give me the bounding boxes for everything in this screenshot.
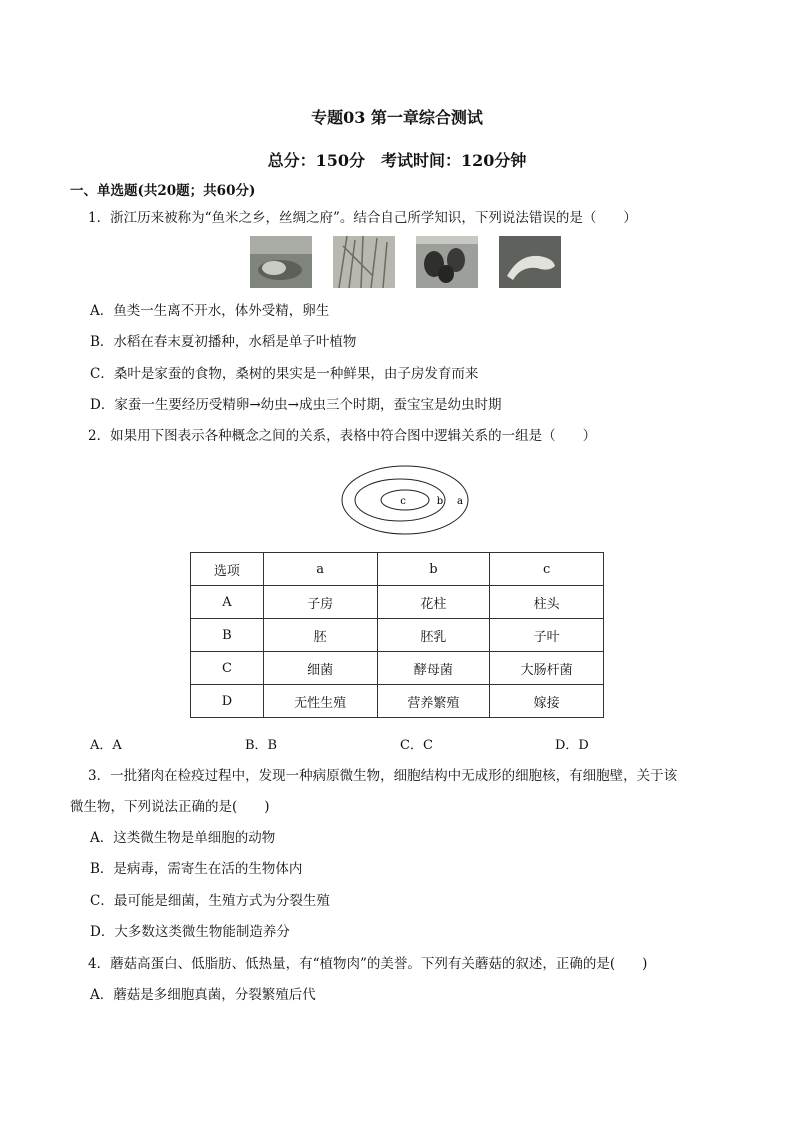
table-cell: B bbox=[191, 619, 264, 652]
question-3-stem-line-1: 3．一批猪肉在检疫过程中，发现一种病原微生物，细胞结构中无成形的细胞核，有细胞壁，关于该 bbox=[88, 768, 678, 784]
table-header-cell: a bbox=[263, 553, 377, 586]
table-cell: 大肠杆菌 bbox=[490, 652, 604, 685]
question-3-option-b: B．是病毒，需寄生在活的生物体内 bbox=[90, 861, 303, 877]
question-2-option-b: B．B bbox=[245, 738, 278, 753]
question-4-option-a: A．蘑菇是多细胞真菌，分裂繁殖后代 bbox=[90, 987, 316, 1003]
question-3-option-d: D．大多数这类微生物能制造养分 bbox=[90, 924, 290, 940]
table-cell: 营养繁殖 bbox=[377, 685, 490, 718]
question-2-option-d: D．D bbox=[555, 738, 589, 753]
table-cell: C bbox=[191, 652, 264, 685]
table-row bbox=[191, 685, 604, 718]
table-cell: D bbox=[191, 685, 264, 718]
diagram-label-a: a bbox=[457, 496, 463, 507]
table-header-cell: 选项 bbox=[191, 553, 264, 586]
diagram-label-b: b bbox=[436, 496, 444, 507]
table-cell: 嫁接 bbox=[490, 685, 604, 718]
table-header-row bbox=[191, 553, 604, 586]
table-row bbox=[191, 586, 604, 619]
table-cell: 柱头 bbox=[490, 586, 604, 619]
table-header-cell: b bbox=[377, 553, 490, 586]
question-4-stem: 4．蘑菇高蛋白、低脂肪、低热量，有“植物肉”的美誉。下列有关蘑菇的叙述，正确的是( ) bbox=[88, 956, 648, 972]
table-cell: 无性生殖 bbox=[263, 685, 377, 718]
page-subtitle: 总分：150分 考试时间：120分钟 bbox=[267, 151, 527, 170]
question-3-option-c: C．最可能是细菌，生殖方式为分裂生殖 bbox=[90, 893, 330, 909]
question-1-option-b: B．水稻在春末夏初播种，水稻是单子叶植物 bbox=[90, 334, 357, 350]
table-row bbox=[191, 619, 604, 652]
question-2-table bbox=[190, 552, 604, 718]
table-cell: 子房 bbox=[263, 586, 377, 619]
question-2-option-a: A．A bbox=[90, 738, 122, 753]
table-cell: 胚 bbox=[263, 619, 377, 652]
question-3-stem-line-2: 微生物，下列说法正确的是( ) bbox=[70, 799, 270, 815]
table-cell: 子叶 bbox=[490, 619, 604, 652]
table-header-cell: c bbox=[490, 553, 604, 586]
table-cell: 酵母菌 bbox=[377, 652, 490, 685]
mulberry-photo bbox=[416, 236, 478, 288]
question-1-stem: 1．浙江历来被称为“鱼米之乡，丝绸之府”。结合自己所学知识，下列说法错误的是（ ） bbox=[88, 210, 637, 226]
table-cell: 细菌 bbox=[263, 652, 377, 685]
page-title: 专题03 第一章综合测试 bbox=[311, 108, 483, 127]
question-2-option-c: C．C bbox=[400, 738, 433, 753]
table-cell: 胚乳 bbox=[377, 619, 490, 652]
diagram-label-c: c bbox=[400, 496, 406, 507]
silkworm-photo bbox=[499, 236, 561, 288]
concept-diagram bbox=[340, 464, 480, 544]
fish-photo bbox=[250, 236, 312, 288]
table-cell: A bbox=[191, 586, 264, 619]
table-cell: 花柱 bbox=[377, 586, 490, 619]
question-3-option-a: A．这类微生物是单细胞的动物 bbox=[90, 830, 276, 846]
table-row bbox=[191, 652, 604, 685]
section-heading: 一、单选题(共20题；共60分) bbox=[70, 183, 256, 199]
question-1-option-a: A．鱼类一生离不开水，体外受精，卵生 bbox=[90, 303, 330, 319]
rice-photo bbox=[333, 236, 395, 288]
question-1-option-d: D．家蚕一生要经历受精卵→幼虫→成虫三个时期，蚕宝宝是幼虫时期 bbox=[90, 397, 502, 413]
question-1-option-c: C．桑叶是家蚕的食物，桑树的果实是一种鲜果，由子房发育而来 bbox=[90, 366, 479, 382]
question-2-stem: 2．如果用下图表示各种概念之间的关系，表格中符合图中逻辑关系的一组是（ ） bbox=[88, 428, 597, 444]
